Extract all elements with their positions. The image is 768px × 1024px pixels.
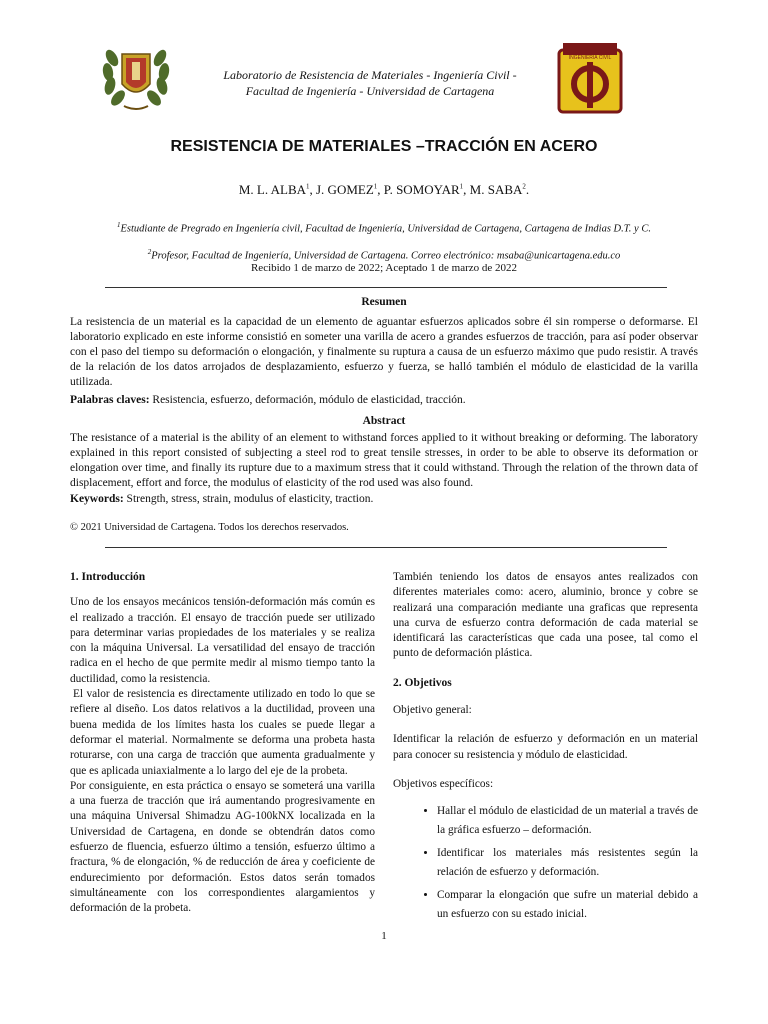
column-left: [70, 570, 375, 917]
objetivos-list: [393, 802, 698, 924]
journal-header: [190, 67, 550, 99]
author-2: J. GOMEZ: [316, 182, 374, 197]
list-item: • Hallar el módulo de elasticidad de un material a través de la gráfica esfuerzo – deformación.: [437, 802, 698, 840]
objetivo-general-text: Identificar la relación de esfuerzo y deformación en un material para conocer su resistencia y módulo de elasticidad.: [393, 733, 698, 761]
faculty-phi-shield-icon: [555, 40, 625, 114]
abstract-keywords: Keywords: Strength, stress, strain, modulus of elasticity, traction.: [70, 493, 374, 505]
list-item: • Comparar la elongación que sufre un material debido a un esfuerzo con su estado inicial.: [437, 886, 698, 924]
intro-paragraph-4: También teniendo los datos de ensayos antes realizados con diferentes materiales como: acero, aluminio, bronce y cobre se realizará una comparación mediante una graficas que representa una curva de esfuerzo contra deformación de cada material se identificará las características que cada una posee, tal como el punto de deformación plástica.: [393, 571, 698, 660]
intro-paragraph-2: El valor de resistencia es directamente utilizado en todo lo que se refiere al diseño. Los datos relativos a la ductilidad, proveen una buena medida de los límites hasta los cuales se puede llegar a deformar el material. Normalmente se deforma una probeta hasta roturarse, con una carga de tracción que aumenta gradualmente y que es aplicada uniaxialmente a lo largo del eje de la probeta.: [70, 688, 375, 777]
introduccion-heading: 1. Introducción: [70, 571, 146, 583]
divider-top: [105, 287, 667, 288]
author-4: M. SABA: [469, 182, 523, 197]
header-line-2: Facultad de Ingeniería - Universidad de Cartagena: [245, 84, 495, 98]
author-1: M. L. ALBA: [238, 182, 306, 197]
received-dates: Recibido 1 de marzo de 2022; Aceptado 1 de marzo de 2022: [250, 262, 518, 274]
copyright: © 2021 Universidad de Cartagena. Todos los derechos reservados.: [70, 522, 349, 533]
list-item: • Identificar los materiales más resistentes según la relación de esfuerzo y deformación.: [437, 844, 698, 882]
affiliation-1: $^1$Estudiante de Pregrado en Ingeniería civil, Facultad de Ingeniería, Universidad de Cartagena, Cartagena de Indias D.T. y C.: [117, 221, 651, 235]
affiliation-2: $^2$Profesor, Facultad de Ingeniería, Universidad de Cartagena. Correo electrónico: msaba@unicartagena.edu.co: [147, 248, 621, 262]
objetivo-general-label: Objetivo general:: [393, 704, 472, 717]
abstract-text: The resistance of a material is the ability of an element to withstand forces applied to it without breaking or deforming. The laboratory explained in this report consisted of subjecting a steel rod to great tensile stresses, in order to be able to observe its deformation or elongation over time, and finally its rupture due to a maximum stress that it could withstand. Through the relation of the thrown data of displacement, effort and force, the modulus of elasticity of the rod used was also found.: [70, 432, 698, 489]
authors: M. L. ALBA$^1$, J. GOMEZ$^1$, P. SOMOYAR$^1$, M. SABA$^2$.: [238, 182, 530, 197]
intro-paragraph-3: Por consiguiente, en esta práctica o ensayo se someterá una varilla a una fuerza de tracción que irá aumentando progresivamente en una máquina Universal Shimadzu AG-100kNX localizada en la Universidad de Cartagena, en donde se obtendrán datos como esfuerzo de fluencia, esfuerzo último a tensión, esfuerzo último a fractura, % de elongación, % de reducción de área y coeficiente de endurecimiento por deformación. Estos datos serán tomados simultáneamente con los correspondientes alargamientos y deformación de la probeta.: [70, 779, 375, 915]
page-number: 1: [381, 930, 387, 942]
resumen-keywords: Palabras claves: Resistencia, esfuerzo, deformación, módulo de elasticidad, tracción.: [70, 394, 466, 406]
intro-paragraph-1: Uno de los ensayos mecánicos tensión-deformación más común es el realizado a tracción. El ensayo de tracción puede ser utilizado para determinar varias propiedades de los materiales y se realiza con la máquina Universal. La versatilidad del ensayo de tracción radica en el hecho de que permite medir al mismo tiempo tanto la ductilidad, como la resistencia.: [70, 596, 375, 685]
resumen-text: La resistencia de un material es la capacidad de un elemento de aguantar esfuerzos aplicados sobre él sin romperse o deformarse. El laboratorio explicado en este informe consistió en someter una varilla de acero a grandes esfuerzos de tracción, para así poder observar con el paso del tiempo su deformación o elongación, y finalmente su ruptura a causa de un esfuerzo máximo que pudo resistir. A través de la relación de los datos arrojados de desplazamiento, esfuerzo y fuerza, se halló también el módulo de elasticidad de la varilla utilizada.: [70, 316, 698, 388]
column-right: [393, 570, 698, 928]
university-logo: [98, 36, 174, 116]
page-title: RESISTENCIA DE MATERIALES –TRACCIÓN EN ACERO: [170, 138, 598, 155]
author-3: P. SOMOYAR: [383, 182, 460, 197]
abstract-heading: Abstract: [362, 415, 406, 427]
university-laurel-seal-icon: [98, 36, 174, 116]
objetivos-especificos-label: Objetivos específicos:: [393, 777, 494, 790]
divider-bottom: [105, 547, 667, 548]
header-line-1: Laboratorio de Resistencia de Materiales - Ingeniería Civil -: [223, 68, 517, 82]
faculty-logo-text: INGENIERIA CIVIL: [568, 55, 612, 61]
objetivos-heading: 2. Objetivos: [393, 676, 452, 689]
resumen-heading: Resumen: [361, 296, 407, 308]
faculty-logo: [555, 40, 625, 114]
